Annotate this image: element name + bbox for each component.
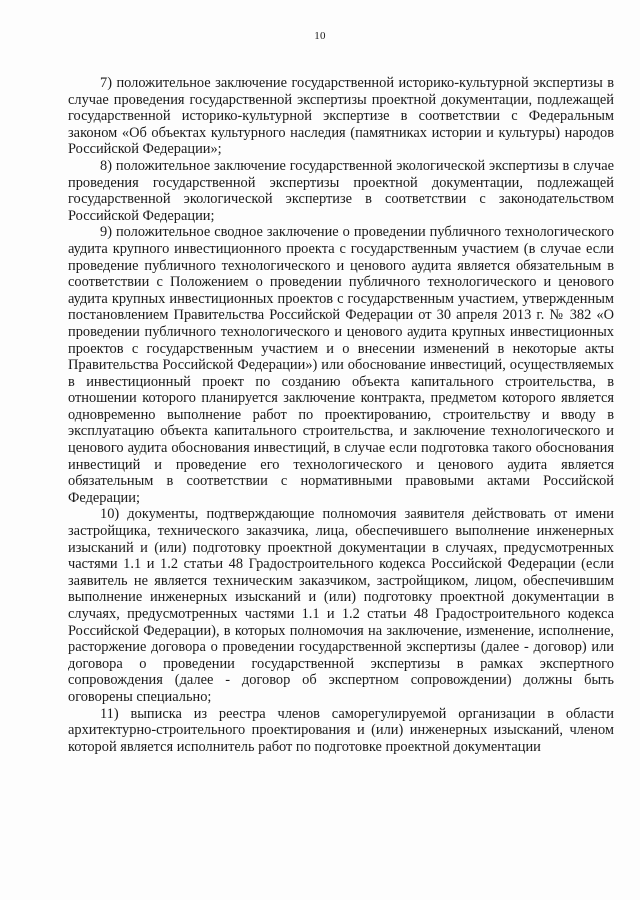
list-item-7: 7) положительное заключение государственной историко-культурной экспертизы в случае проведения государственной экспертизы проектной документации, подлежащей государственной историко-культурной экспертизе в соответствии с Федеральным законом «Об объектах культурного наследия (памятниках истории и культуры) народов Российской Федерации»;	[68, 75, 614, 158]
list-item-10: 10) документы, подтверждающие полномочия заявителя действовать от имени застройщика, технического заказчика, лица, обеспечившего выполнение инженерных изысканий и (или) подготовку проектной документации в случаях, предусмотренных частями 1.1 и 1.2 статьи 48 Градостроительного кодекса Российской Федерации (если заявитель не является техническим заказчиком, застройщиком, лицом, обеспечившим выполнение инженерных изысканий и (или) подготовку проектной документации в случаях, предусмотренных частями 1.1 и 1.2 статьи 48 Градостроительного кодекса Российской Федерации), в которых полномочия на заключение, изменение, исполнение, расторжение договора о проведении государственной экспертизы (далее - договор) или договора о проведении государственной экспертизы в рамках экспертного сопровождения (далее - договор об экспертном сопровождении) должны быть оговорены специально;	[68, 506, 614, 705]
page-number: 10	[314, 30, 326, 42]
list-item-11: 11) выписка из реестра членов саморегулируемой организации в области архитектурно-строительного проектирования и (или) инженерных изысканий, членом которой является исполнитель работ по подготовке проектной документации	[68, 705, 614, 755]
document-body	[68, 75, 614, 755]
list-item-9: 9) положительное сводное заключение о проведении публичного технологического аудита крупного инвестиционного проекта с государственным участием (в случае если проведение публичного технологического и ценового аудита является обязательным в соответствии с Положением о проведении публичного технологического и ценового аудита крупных инвестиционных проектов с государственным участием, утвержденным постановлением Правительства Российской Федерации от 30 апреля 2013 г. № 382 «О проведении публичного технологического и ценового аудита крупных инвестиционных проектов с государственным участием и о внесении изменений в некоторые акты Правительства Российской Федерации») или обоснование инвестиций, осуществляемых в инвестиционный проект по созданию объекта капитального строительства, в отношении которого планируется заключение контракта, предметом которого является одновременно выполнение работ по проектированию, строительству и вводу в эксплуатацию объекта капитального строительства, и заключение технологического и ценового аудита обоснования инвестиций, в случае если подготовка такого обоснования инвестиций и проведение его технологического и ценового аудита является обязательным в соответствии с нормативными правовыми актами Российской Федерации;	[68, 224, 614, 506]
list-item-8: 8) положительное заключение государственной экологической экспертизы в случае проведения государственной экспертизы проектной документации, подлежащей государственной экологической экспертизе в соответствии с законодательством Российской Федерации;	[68, 157, 614, 224]
